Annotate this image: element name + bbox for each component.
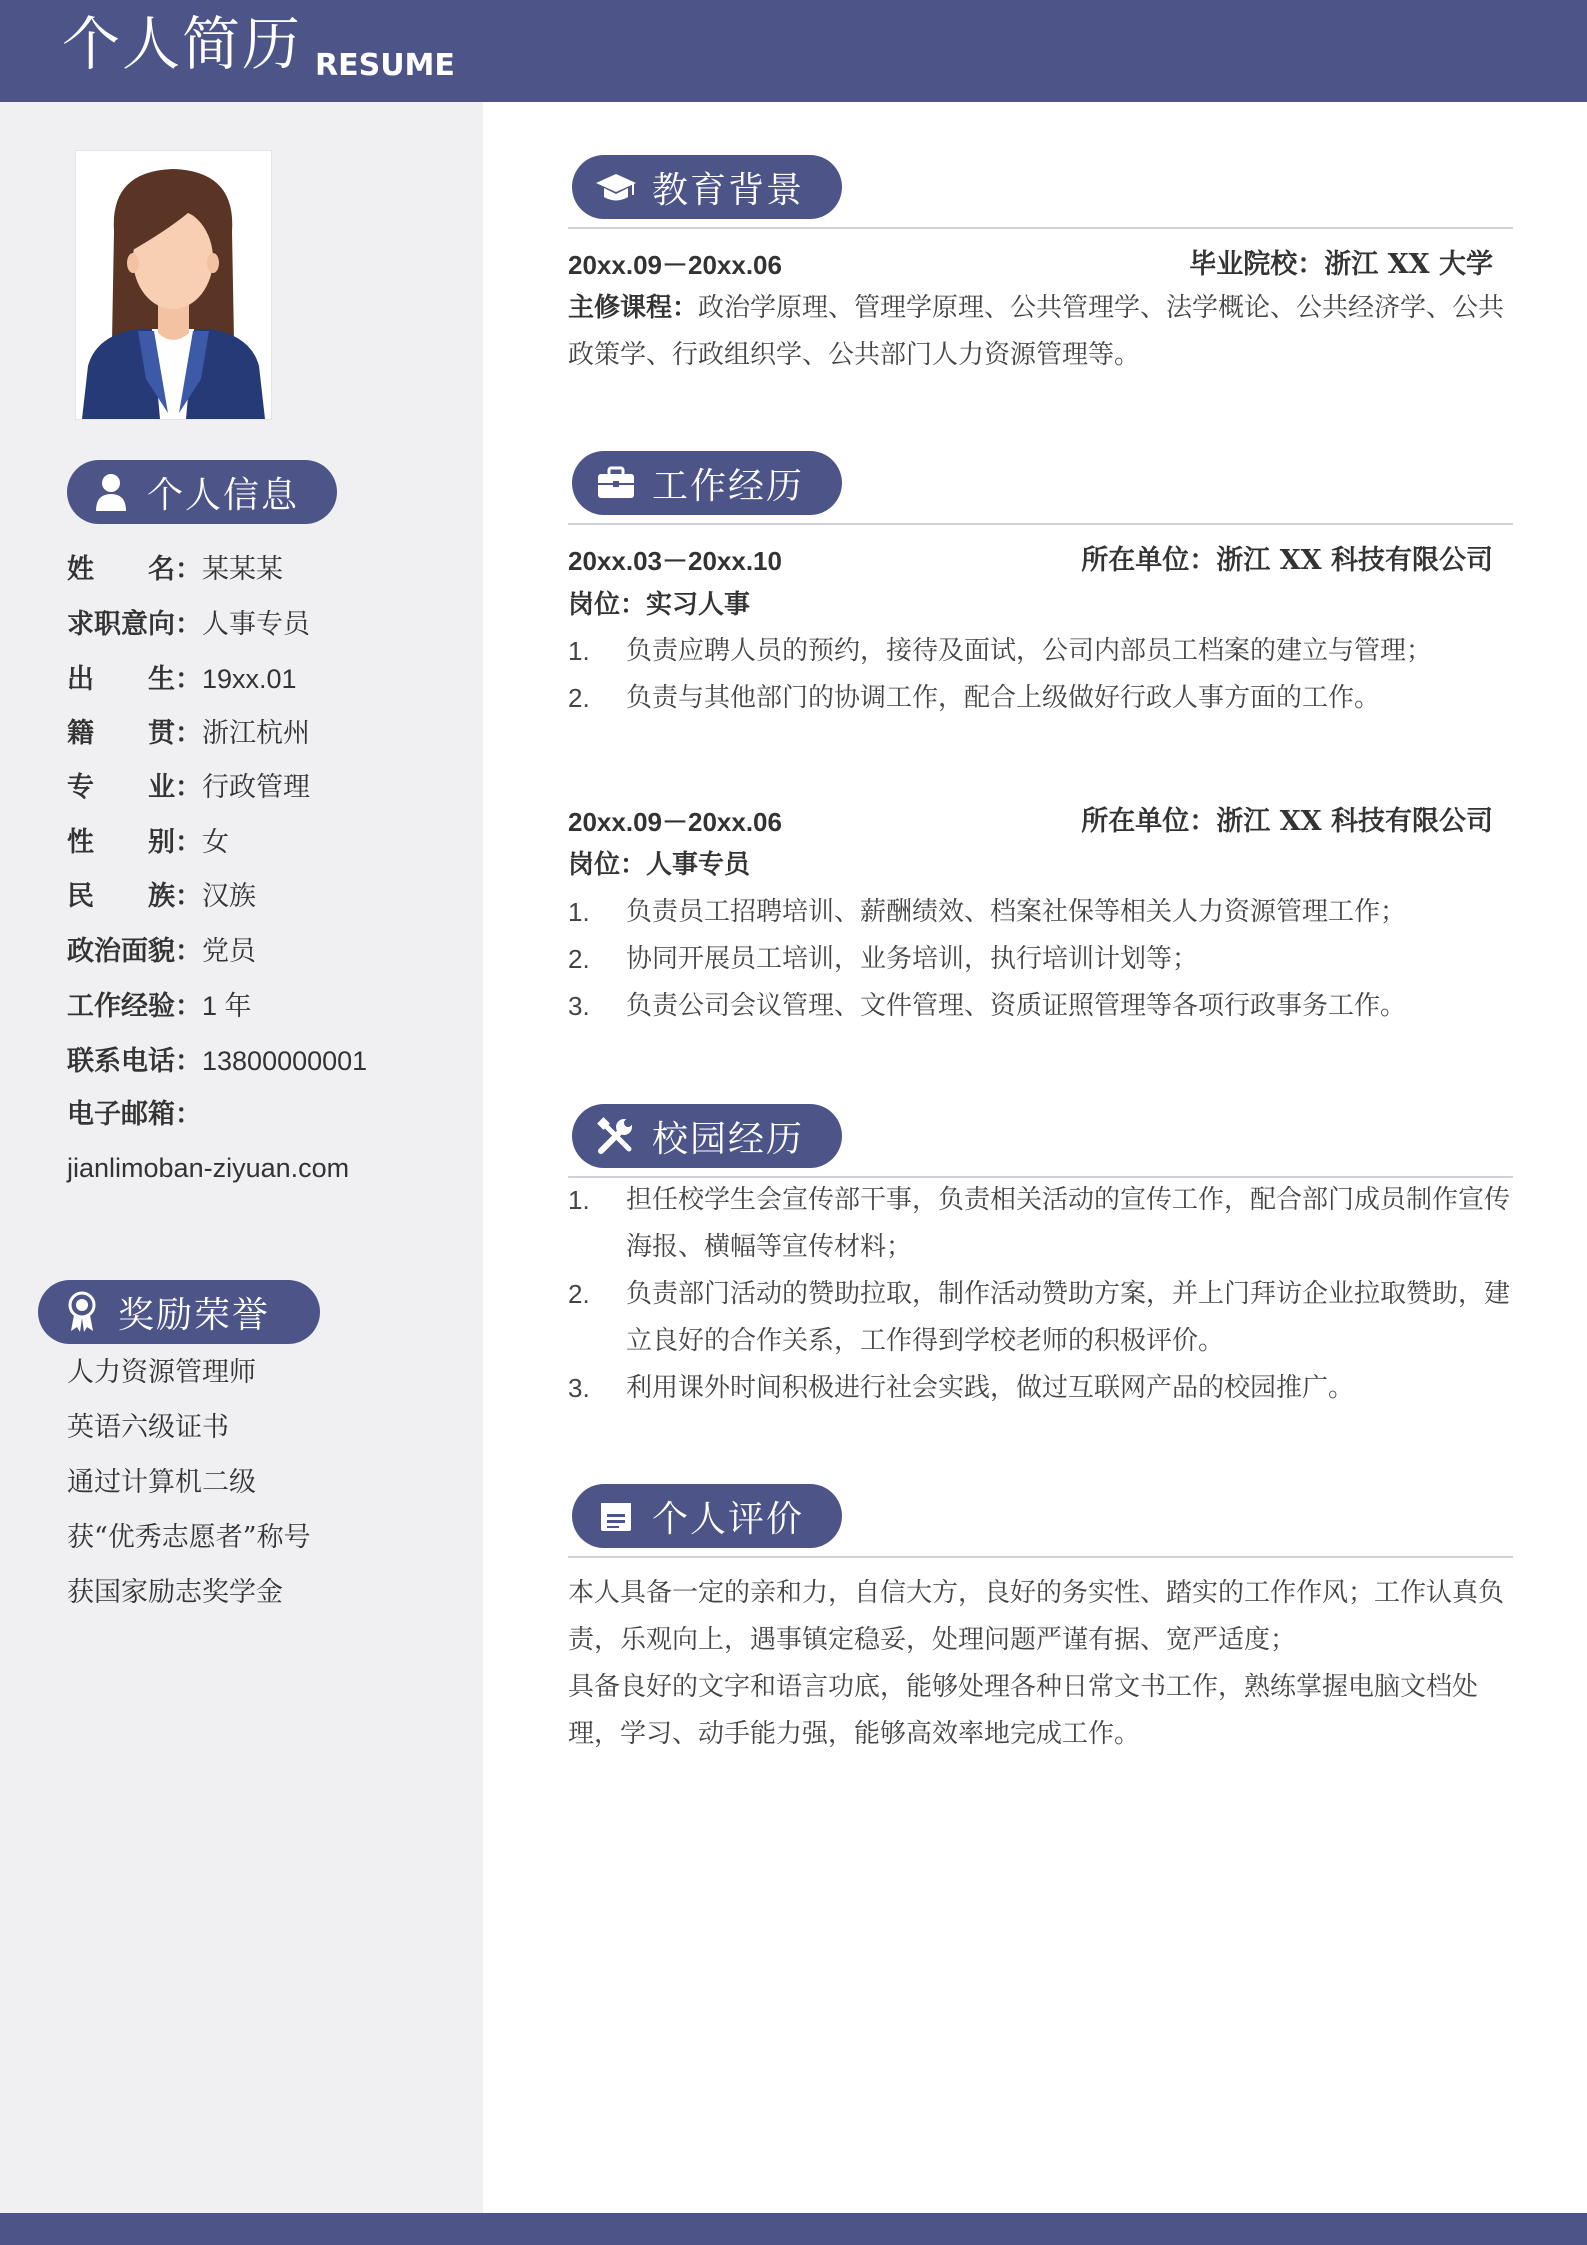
tools-icon bbox=[594, 1114, 638, 1158]
info-value: 1 年 bbox=[202, 991, 252, 1021]
info-row bbox=[67, 879, 256, 915]
info-row bbox=[67, 661, 297, 698]
honor-item: 人力资源管理师 bbox=[67, 1357, 256, 1388]
header-bar bbox=[0, 0, 1587, 102]
info-value: 汉族 bbox=[202, 881, 256, 912]
info-value: 19xx.01 bbox=[202, 664, 297, 694]
education-date: 20xx.09－20xx.06 bbox=[568, 250, 782, 280]
evaluation-paragraph: 具备良好的文字和语言功底，能够处理各种日常文书工作，熟练掌握电脑文档处理，学习、动手能力强，能够高效率地完成工作。 bbox=[568, 1672, 1479, 1749]
info-key: 工作经验： bbox=[67, 991, 202, 1022]
info-row bbox=[67, 988, 252, 1025]
profile-photo bbox=[75, 150, 272, 420]
courses-label: 主修课程： bbox=[568, 293, 699, 323]
work-heading: 工作经历 bbox=[572, 451, 842, 515]
info-key: 联系电话： bbox=[67, 1045, 202, 1077]
education-courses bbox=[568, 285, 1518, 379]
info-row bbox=[67, 770, 310, 806]
job-company: 所在单位：浙江 XX 科技有限公司 bbox=[1081, 806, 1493, 837]
personal-info-heading: 个人信息 bbox=[67, 460, 337, 524]
section-divider bbox=[568, 227, 1513, 229]
info-key: 求职意向： bbox=[67, 608, 202, 640]
job-company: 所在单位：浙江 XX 科技有限公司 bbox=[1081, 545, 1493, 576]
info-key: 姓 名： bbox=[67, 554, 202, 585]
info-row bbox=[67, 825, 229, 861]
info-key: 政治面貌： bbox=[67, 935, 202, 967]
evaluation-paragraph: 本人具备一定的亲和力，自信大方，良好的务实性、踏实的工作作风；工作认真负责，乐观向上，遇事镇定稳妥，处理问题严谨有据、宽严适度； bbox=[568, 1578, 1505, 1655]
info-key: 民 族： bbox=[67, 881, 202, 912]
honor-item: 通过计算机二级 bbox=[67, 1467, 256, 1498]
info-key: 性 别： bbox=[67, 826, 202, 858]
info-value: 女 bbox=[202, 826, 229, 858]
info-key: 籍 贯： bbox=[67, 717, 202, 749]
info-value: 13800000001 bbox=[202, 1045, 368, 1076]
info-value: 浙江杭州 bbox=[202, 717, 310, 749]
section-divider bbox=[568, 523, 1513, 525]
info-key: 电子邮箱： bbox=[67, 1099, 202, 1130]
section-divider bbox=[568, 1556, 1513, 1558]
info-row bbox=[67, 552, 283, 588]
education-heading: 教育背景 bbox=[572, 155, 842, 219]
avatar-female-icon bbox=[76, 151, 271, 419]
info-value: 行政管理 bbox=[202, 772, 310, 803]
resume-title-en: RESUME bbox=[315, 48, 455, 83]
info-key: 专 业： bbox=[67, 772, 202, 803]
calendar-note-icon bbox=[594, 1494, 638, 1538]
resume-title: 个人简历 bbox=[62, 10, 303, 78]
courses-text: 政治学原理、管理学原理、公共管理学、法学概论、公共经济学、公共政策学、行政组织学、公共部门人力资源管理等。 bbox=[568, 293, 1505, 370]
honor-item: 获“优秀志愿者”称号 bbox=[67, 1522, 311, 1553]
job-position: 岗位：人事专员 bbox=[568, 850, 751, 880]
evaluation-heading: 个人评价 bbox=[572, 1484, 842, 1548]
briefcase-icon bbox=[594, 461, 638, 505]
award-medal-icon bbox=[60, 1290, 104, 1334]
person-icon bbox=[89, 470, 133, 514]
email-value: jianlimoban-ziyuan.com bbox=[67, 1153, 350, 1183]
job-date: 20xx.09－20xx.06 bbox=[568, 807, 782, 837]
info-row bbox=[67, 607, 310, 643]
info-row bbox=[67, 1043, 367, 1080]
footer-bar bbox=[0, 2213, 1587, 2245]
info-key: 出 生： bbox=[67, 664, 202, 695]
honor-item: 获国家励志奖学金 bbox=[67, 1577, 283, 1608]
job-date: 20xx.03－20xx.10 bbox=[568, 546, 782, 576]
info-row bbox=[67, 934, 256, 970]
info-row bbox=[67, 1097, 202, 1133]
job-position: 岗位：实习人事 bbox=[568, 590, 751, 620]
info-value: 人事专员 bbox=[202, 608, 310, 640]
info-value: 某某某 bbox=[202, 554, 283, 585]
campus-heading: 校园经历 bbox=[572, 1104, 842, 1168]
info-row bbox=[67, 716, 310, 752]
info-value: 党员 bbox=[202, 935, 256, 967]
education-school: 毕业院校：浙江 XX 大学 bbox=[1189, 249, 1493, 280]
honor-item: 英语六级证书 bbox=[67, 1412, 229, 1443]
honors-heading: 奖励荣誉 bbox=[38, 1280, 320, 1344]
graduation-cap-icon bbox=[594, 165, 638, 209]
